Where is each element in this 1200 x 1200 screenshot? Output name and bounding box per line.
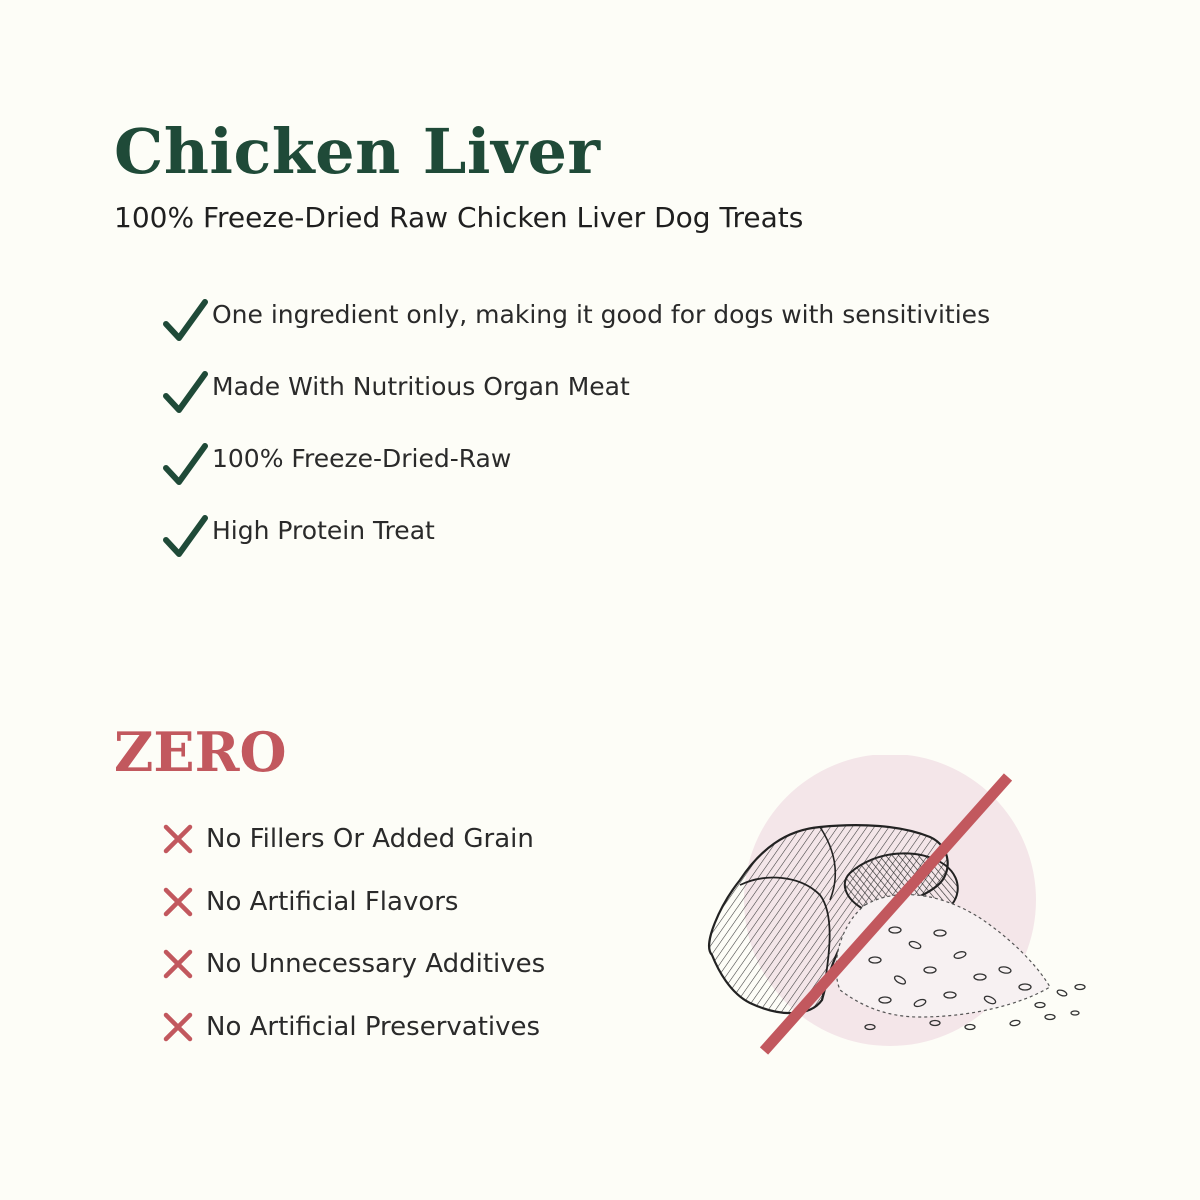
zero-list	[162, 808, 545, 1058]
check-icon	[162, 512, 208, 558]
check-icon	[162, 368, 208, 414]
zero-label: No Fillers Or Added Grain	[206, 824, 534, 855]
cross-icon	[162, 948, 194, 980]
zero-item	[162, 871, 545, 934]
zero-label: No Unnecessary Additives	[206, 949, 546, 980]
page-subtitle: 100% Freeze-Dried Raw Chicken Liver Dog Treats	[114, 201, 804, 234]
zero-item	[162, 996, 545, 1059]
check-icon	[162, 440, 208, 486]
cross-icon	[162, 1011, 194, 1043]
benefit-item	[162, 278, 990, 350]
benefit-item	[162, 494, 990, 566]
cross-icon	[162, 823, 194, 855]
page-title: Chicken Liver	[114, 115, 601, 188]
zero-label: No Artificial Preservatives	[206, 1011, 541, 1042]
zero-heading: ZERO	[114, 720, 287, 784]
benefits-list	[162, 278, 990, 566]
zero-item	[162, 933, 545, 996]
check-icon	[162, 296, 208, 342]
benefit-item	[162, 350, 990, 422]
zero-item	[162, 808, 545, 871]
benefit-item	[162, 422, 990, 494]
benefit-label: One ingredient only, making it good for dogs with sensitivities	[212, 299, 991, 329]
benefit-label: High Protein Treat	[212, 515, 435, 545]
grain-sack-illustration	[690, 755, 1110, 1065]
benefit-label: Made With Nutritious Organ Meat	[212, 371, 630, 401]
benefit-label: 100% Freeze-Dried-Raw	[212, 443, 512, 473]
zero-label: No Artificial Flavors	[206, 886, 459, 917]
cross-icon	[162, 886, 194, 918]
